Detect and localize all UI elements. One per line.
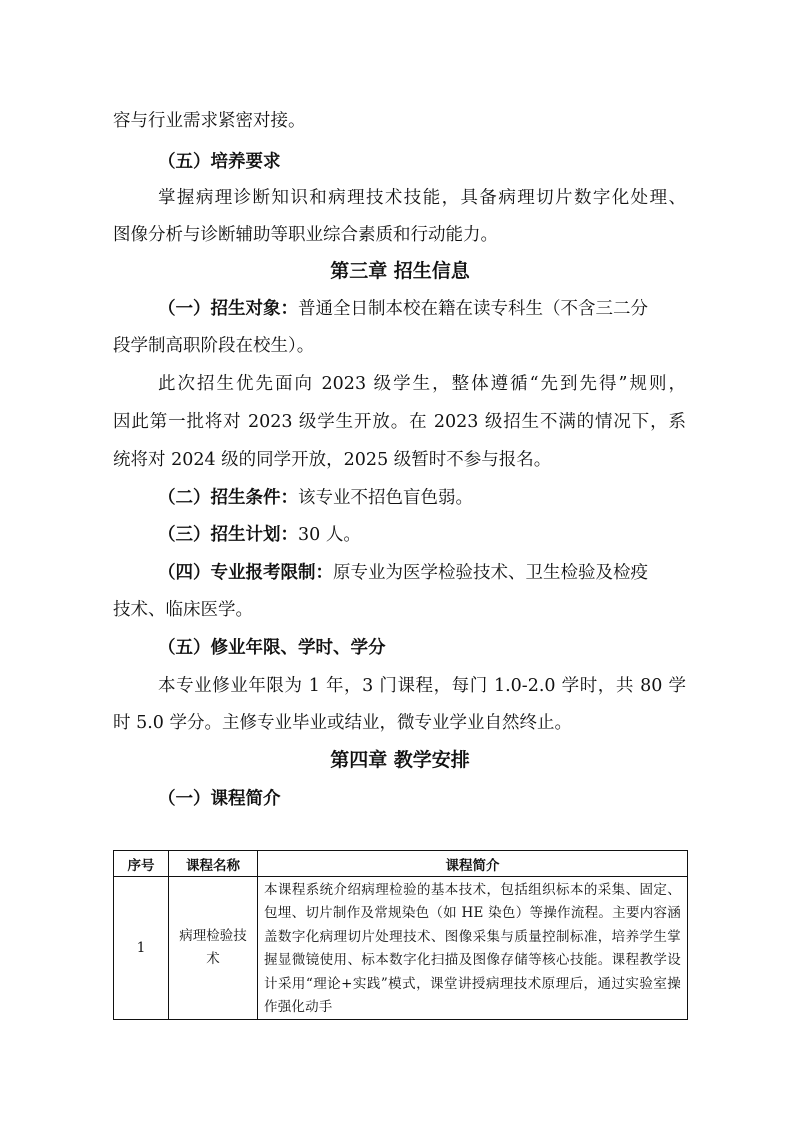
enrollment-plan	[158, 523, 361, 547]
major-restriction-line-1	[158, 561, 648, 585]
course-table-header-row	[114, 851, 688, 877]
section-heading-course-intro: （一）课程简介	[158, 789, 281, 809]
major-restriction-label: （四）专业报考限制：	[158, 563, 333, 583]
paragraph-training-line-2: 图像分析与诊断辅助等职业综合素质和行动能力。	[113, 225, 498, 245]
column-header-course-name: 课程名称	[169, 851, 258, 877]
column-header-course-description: 课程简介	[258, 851, 688, 877]
major-restriction-text: 原专业为医学检验技术、卫生检验及检疫	[333, 563, 648, 583]
enrollment-plan-text: 30 人。	[298, 525, 361, 545]
study-duration-line-1: 本专业修业年限为 1 年，3 门课程，每门 1.0-2.0 学时，共 80 学	[158, 676, 686, 696]
enrollment-conditions-text: 该专业不招色盲色弱。	[298, 488, 473, 508]
course-description: 本课程系统介绍病理检验的基本技术，包括组织标本的采集、固定、包埋、切片制作及常规染色（如 HE 染色）等操作流程。主要内容涵盖数字化病理切片处理技术、图像采集与质量控制标准，培养学生掌握显微镜使用、标本数字化扫描及图像存储等核心技能。课程教学设计采用“理论+实践”模式，课堂讲授病理技术原理后，通过实验室操作强化动手	[258, 877, 688, 1020]
enrollment-target-line-1	[158, 297, 648, 321]
course-number: 1	[114, 877, 169, 1020]
enrollment-target-label: （一）招生对象：	[158, 299, 298, 319]
enrollment-priority-line-2: 因此第一批将对 2023 级学生开放。在 2023 级招生不满的情况下，系	[113, 412, 686, 432]
enrollment-target-line-2: 段学制高职阶段在校生）。	[113, 336, 315, 356]
chapter-title-3: 第三章 招生信息	[330, 260, 470, 282]
section-heading-study-duration: （五）修业年限、学时、学分	[158, 638, 386, 658]
enrollment-priority-line-1: 此次招生优先面向 2023 级学生，整体遵循“先到先得”规则，	[158, 374, 686, 394]
chapter-title-4: 第四章 教学安排	[330, 749, 470, 771]
study-duration-line-2: 时 5.0 学分。主修专业毕业或结业，微专业学业自然终止。	[113, 713, 572, 733]
course-table	[113, 850, 688, 1020]
enrollment-priority-line-3: 统将对 2024 级的同学开放，2025 级暂时不参与报名。	[113, 450, 552, 470]
section-heading-training-requirements: （五）培养要求	[158, 152, 281, 172]
enrollment-conditions-label: （二）招生条件：	[158, 488, 298, 508]
column-header-no: 序号	[114, 851, 169, 877]
paragraph-intro-tail: 容与行业需求紧密对接。	[113, 111, 306, 131]
enrollment-plan-label: （三）招生计划：	[158, 525, 298, 545]
enrollment-target-text: 普通全日制本校在籍在读专科生（不含三二分	[298, 299, 648, 319]
table-row	[114, 877, 688, 1020]
paragraph-training-line-1: 掌握病理诊断知识和病理技术技能，具备病理切片数字化处理、	[158, 188, 686, 208]
course-name: 病理检验技术	[169, 877, 258, 1020]
major-restriction-line-2: 技术、临床医学。	[113, 600, 253, 620]
enrollment-conditions	[158, 486, 473, 510]
